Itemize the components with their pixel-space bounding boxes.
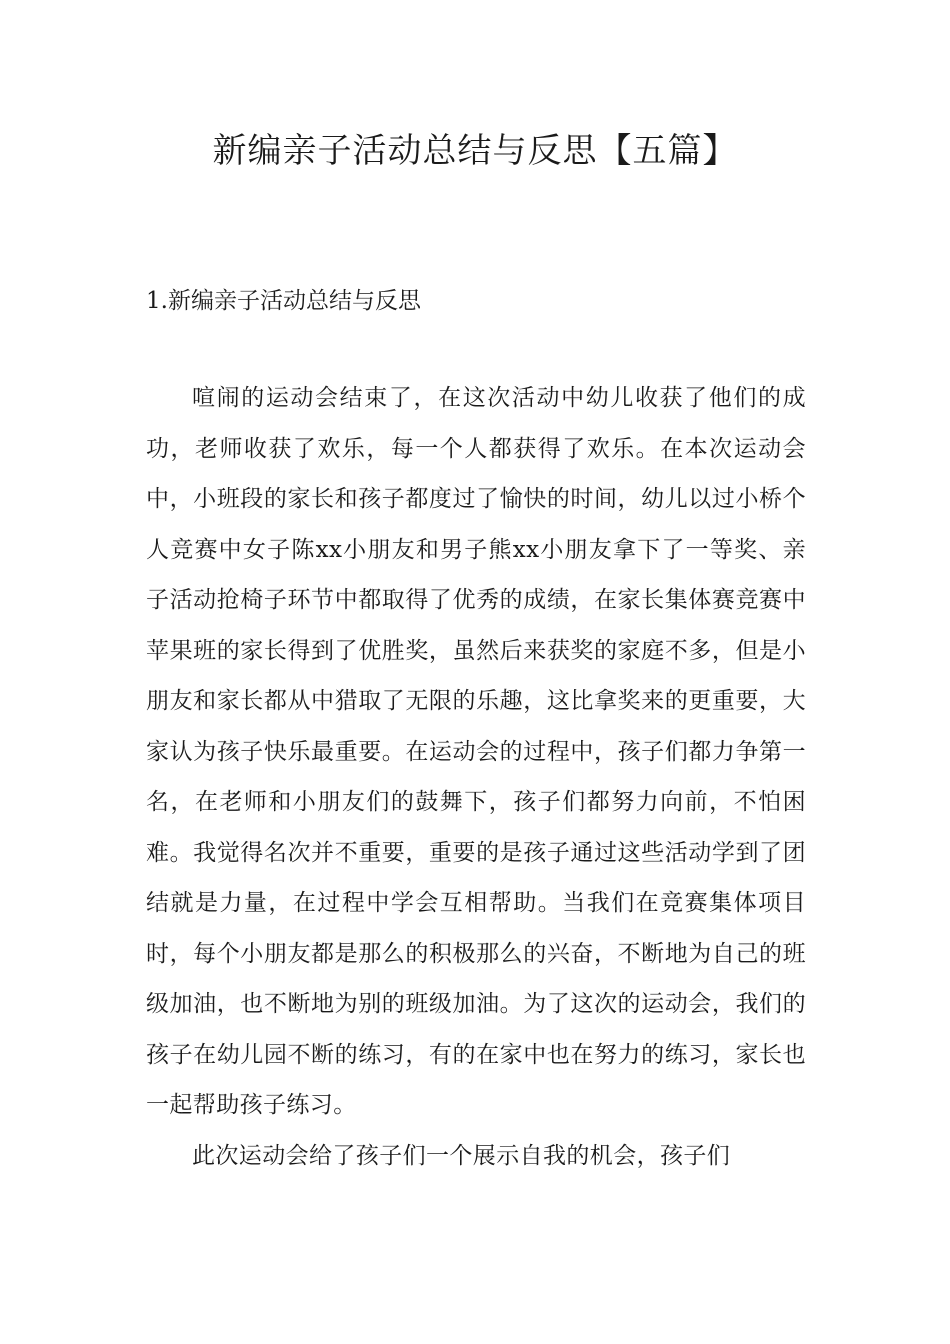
document-title: 新编亲子活动总结与反思【五篇】	[212, 131, 738, 171]
section-heading: 1.新编亲子活动总结与反思	[146, 288, 421, 314]
body-text	[146, 373, 806, 1181]
paragraph-1: 喧闹的运动会结束了，在这次活动中幼儿收获了他们的成功，老师收获了欢乐，每一个人都获得了欢乐。在本次运动会中，小班段的家长和孩子都度过了愉快的时间，幼儿以过小桥个人竞赛中女子陈xx小朋友和男子熊xx小朋友拿下了一等奖、亲子活动抢椅子环节中都取得了优秀的成绩，在家长集体赛竞赛中苹果班的家长得到了优胜奖，虽然后来获奖的家庭不多，但是小朋友和家长都从中猎取了无限的乐趣，这比拿奖来的更重要，大家认为孩子快乐最重要。在运动会的过程中，孩子们都力争第一名，在老师和小朋友们的鼓舞下，孩子们都努力向前，不怕困难。我觉得名次并不重要，重要的是孩子通过这些活动学到了团结就是力量，在过程中学会互相帮助。当我们在竞赛集体项目时，每个小朋友都是那么的积极那么的兴奋，不断地为自己的班级加油，也不断地为别的班级加油。为了这次的运动会，我们的孩子在幼儿园不断的练习，有的在家中也在努力的练习，家长也一起帮助孩子练习。	[146, 385, 806, 1118]
paragraph-2: 此次运动会给了孩子们一个展示自我的机会，孩子们	[192, 1142, 731, 1169]
